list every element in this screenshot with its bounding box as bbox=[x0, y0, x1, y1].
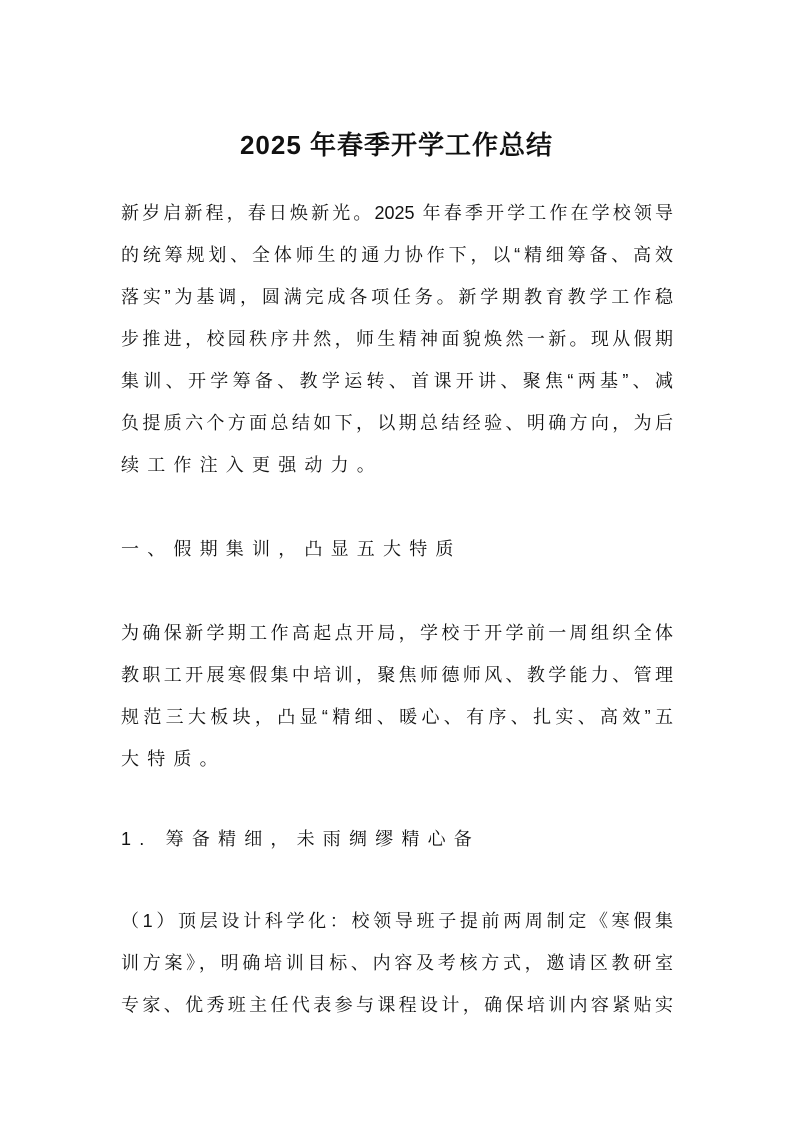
section-line: 为确保新学期工作高起点开局，学校于开学前一周组织全体 bbox=[121, 623, 673, 643]
intro-line: 集训、开学筹备、教学运转、首课开讲、聚焦“两基”、减 bbox=[121, 371, 673, 391]
item-line: 专家、优秀班主任代表参与课程设计，确保培训内容紧贴实 bbox=[121, 995, 673, 1015]
item-line: （1）顶层设计科学化：校领导班子提前两周制定《寒假集 bbox=[121, 911, 673, 931]
intro-line: 的统筹规划、全体师生的通力协作下，以“精细筹备、高效 bbox=[121, 245, 673, 265]
intro-line: 落实”为基调，圆满完成各项任务。新学期教育教学工作稳 bbox=[121, 287, 673, 307]
section-heading: 一、假期集训，凸显五大特质 bbox=[121, 539, 462, 559]
section-line: 规范三大板块，凸显“精细、暖心、有序、扎实、高效”五 bbox=[121, 707, 673, 727]
section-line: 大特质。 bbox=[121, 749, 226, 769]
intro-line: 负提质六个方面总结如下，以期总结经验、明确方向，为后 bbox=[121, 413, 673, 433]
item-line: 训方案》，明确培训目标、内容及考核方式，邀请区教研室 bbox=[121, 953, 673, 973]
subheading: 1. 筹备精细，未雨绸缪精心备 bbox=[121, 829, 481, 849]
intro-line: 新岁启新程，春日焕新光。2025 年春季开学工作在学校领导 bbox=[121, 203, 673, 223]
intro-line: 续工作注入更强动力。 bbox=[121, 455, 383, 475]
section-line: 教职工开展寒假集中培训，聚焦师德师风、教学能力、管理 bbox=[121, 665, 673, 685]
intro-line: 步推进，校园秩序井然，师生精神面貌焕然一新。现从假期 bbox=[121, 329, 673, 349]
document-title: 2025 年春季开学工作总结 bbox=[239, 130, 554, 160]
